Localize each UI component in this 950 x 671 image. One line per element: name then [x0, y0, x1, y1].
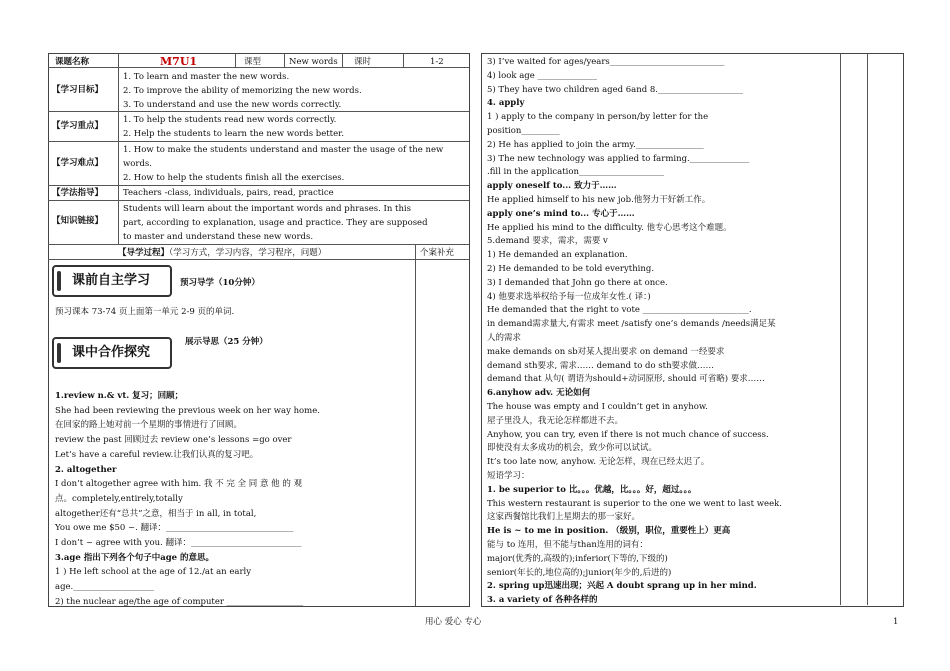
row-label-difficulties: 【学习难点】 [52, 158, 104, 168]
key-point-line: 2. Help the students to learn the new words better. [123, 129, 344, 139]
content-line: 3) I demanded that John go there at once. [487, 277, 668, 288]
content-line: I don’t ~ agree with you. 翻译：__________________________ [55, 538, 302, 548]
row-rule [48, 141, 469, 142]
row-rule [48, 200, 469, 201]
content-heading: apply oneself to... 致力于…… [487, 181, 617, 192]
content-line: 3) I’ve waited for ages/years___________________________ [487, 57, 725, 67]
period: 1-2 [430, 57, 444, 67]
content-line: in demand需求量大,有需求 meet /satisfy one’s demands /needs满足某 [487, 319, 776, 330]
difficulty-line: words. [123, 159, 152, 169]
content-heading: apply one’s mind to... 专心于…… [487, 208, 635, 219]
footer-motto: 用心 爱心 专心 [425, 617, 482, 627]
key-point-line: 1. To help the students read new words correctly. [123, 115, 337, 125]
content-line: 即使没有太多成功的机会，致少你可以试试。 [487, 443, 658, 454]
content-line: senior(年长的,地位高的);junior(年少的,后进的) [487, 567, 672, 578]
guide-process-label: 【导学过程】 [118, 248, 170, 258]
section-banner-explore-text: 课中合作探究 [72, 344, 151, 360]
content-line: 5.demand 要求，需求，需要 v [487, 236, 608, 247]
objective-line: 1. To learn and master the new words. [123, 72, 290, 82]
content-line: 2) He demanded to be told everything. [487, 264, 655, 274]
section-explore-subtitle: 展示导思（25 分钟） [185, 337, 268, 347]
knowledge-line: Students will learn about the important words and phrases. In this [123, 204, 411, 214]
content-line: 1 ) apply to the company in person/by letter for the [487, 112, 709, 123]
section-banner-explore [52, 337, 172, 369]
content-line: 1 ) He left school at the age of 12./at an early [55, 567, 252, 578]
content-heading: 4. apply [487, 98, 525, 109]
guide-process-note: （学习方式，学习内容，学习程序，问题） [169, 248, 327, 258]
row-label-method: 【学法指导】 [52, 188, 104, 198]
row-rule [48, 244, 469, 245]
content-line: The house was empty and I couldn’t get in anyhow. [487, 402, 708, 412]
content-heading: 3.age 指出下列各个句子中age 的意思。 [55, 552, 215, 563]
content-line: major(优秀的,高级的);inferior(下等的,下级的) [487, 553, 668, 564]
content-line: This western restaurant is superior to the one we went to last week. [487, 498, 782, 509]
content-heading: 1.review n.& vt. 复习；回顾； [55, 391, 184, 401]
content-heading: 3. a variety of 各种各样的 [487, 595, 598, 606]
course-title: M7U1 [160, 55, 198, 68]
section-banner-preview-text: 课前自主学习 [72, 272, 151, 288]
content-line: 人的需求 [487, 333, 522, 343]
label-col-rule [118, 53, 119, 244]
guide-process-heading [118, 248, 326, 259]
content-line: He applied himself to his new job.他努力干好新工作。 [487, 195, 711, 205]
content-heading: 6.anyhow adv. 无论如何 [487, 388, 591, 399]
content-line: I don’t altogether agree with him. 我 不 完 全 同 意 他 的 观 [55, 479, 303, 490]
row-label-key-points: 【学习重点】 [52, 121, 104, 131]
content-line: Let’s have a careful review.让我们认真的复习吧。 [55, 449, 259, 460]
label-course-type: 课型 [244, 57, 262, 67]
content-line: demand that 从句( 谓语为should+动词原形, should 可省略) 要求…… [487, 374, 765, 385]
row-label-knowledge-link: 【知识链接】 [52, 216, 104, 226]
content-line: He applied his mind to the difficulty. 他专心思考这个难题。 [487, 222, 732, 233]
content-line: 这家西餐馆比我们上星期去的那一家好。 [487, 512, 641, 523]
content-line: 3) The new technology was applied to farming.______________ [487, 153, 750, 164]
row-rule [48, 111, 469, 112]
right-margin-divider [867, 53, 868, 605]
header-col-rule [403, 53, 404, 67]
course-type: New words [289, 57, 338, 67]
content-heading: 2. altogether [55, 464, 117, 475]
row-label-objectives: 【学习目标】 [52, 85, 104, 95]
content-line: altogether还有“总共”之意，相当于 in all, in total, [55, 508, 257, 519]
knowledge-line: to master and understand these new words. [123, 232, 314, 242]
section-preview-text: 预习课本 73-74 页上面第一单元 2-9 页的单词. [55, 307, 235, 317]
objective-line: 2. To improve the ability of memorizing the new words. [123, 86, 362, 96]
content-heading: 1. be superior to 比。。。优越，比。。。好，超过。。。 [487, 484, 697, 495]
content-line: 4) 他要求选举权给予每一位成年女性.( 译：) [487, 291, 651, 302]
content-line: age.___________________ [55, 582, 154, 593]
case-supplement-label: 个案补充 [420, 248, 455, 258]
header-col-rule [235, 53, 236, 67]
label-course-title: 课题名称 [55, 57, 90, 67]
content-heading: 2. spring up迅速出现；兴起 A doubt sprang up in her mind. [487, 581, 757, 592]
content-line: 4) look age ______________ [487, 70, 597, 81]
content-line: It’s too late now, anyhow. 无论怎样，现在已经太迟了。 [487, 457, 710, 468]
content-line: 2) the nuclear age/the age of computer __________________ [55, 596, 304, 607]
content-line: demand sth要求, 需求…… demand to do sth要求做…… [487, 360, 715, 371]
content-line: 5) They have two children aged 6and 8.____________________ [487, 84, 743, 95]
content-line: make demands on sb对某人提出要求 on demand 一经要求 [487, 346, 725, 357]
knowledge-line: part, according to explanation, usage and practice. They are supposed [123, 218, 428, 228]
content-line: 2) He has applied to join the army.________________ [487, 139, 704, 150]
content-line: He demanded that the right to vote _________________________. [487, 305, 752, 316]
page-number: 1 [893, 617, 899, 627]
content-line: position_________ [487, 126, 560, 136]
content-line: 能与 to 连用，但不能与than连用的词有： [487, 540, 648, 550]
content-line: review the past 回顾过去 review one’s lessons =go over [55, 435, 292, 446]
content-line: You owe me $50 ~. 翻译：______________________________ [55, 523, 294, 534]
right-case-column-divider [840, 53, 841, 605]
content-heading: He is ~ to me in position. （级别，职位，重要性上）更高 [487, 526, 731, 537]
row-rule [48, 259, 469, 260]
content-line: 屋子里没人，我无论怎样都进不去。 [487, 415, 624, 426]
row-rule [48, 185, 469, 186]
content-line: 在回家的路上她对前一个星期的事情进行了回顾。 [55, 420, 243, 431]
section-preview-subtitle: 预习导学（10分钟） [180, 278, 260, 288]
method-line: Teachers -class, individuals, pairs, read, practice [123, 188, 334, 198]
label-period: 课时 [354, 57, 372, 67]
section-banner-preview [52, 265, 172, 297]
header-col-rule [284, 53, 285, 67]
content-line: .fill in the application____________________ [487, 167, 664, 178]
content-line: 点。completely,entirely,totally [55, 493, 183, 504]
objective-line: 3. To understand and use the new words correctly. [123, 100, 342, 110]
content-line: 1) He demanded an explanation. [487, 250, 628, 261]
left-case-column-divider [415, 245, 416, 606]
content-line: Anyhow, you can try, even if there is not much chance of success. [487, 429, 769, 440]
header-col-rule [342, 53, 343, 67]
difficulty-line: 2. How to help the students finish all the exercises. [123, 173, 345, 183]
content-line: 短语学习： [487, 471, 530, 481]
content-line: She had been reviewing the previous week on her way home. [55, 405, 320, 416]
difficulty-line: 1. How to make the students understand and master the usage of the new [123, 145, 444, 155]
